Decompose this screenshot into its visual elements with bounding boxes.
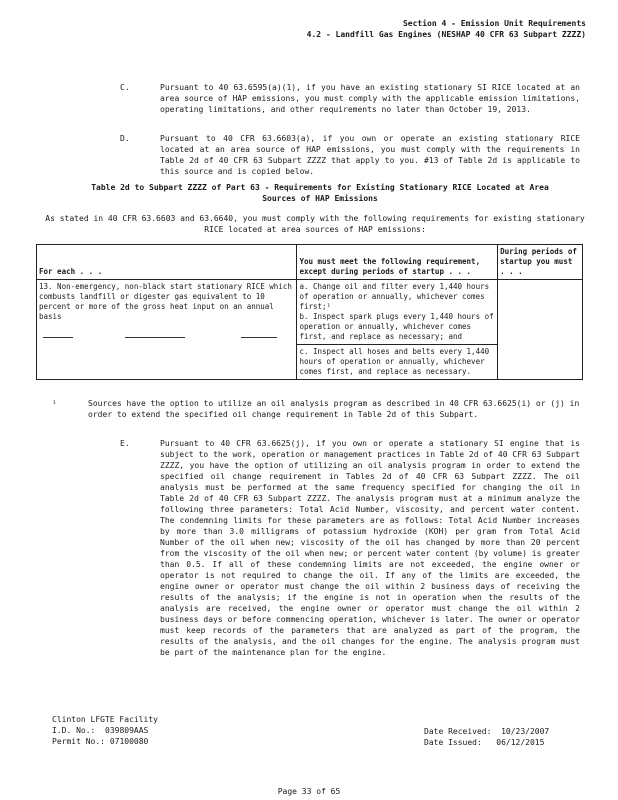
page-header [307,18,586,40]
paragraph-d [120,133,580,177]
cell-requirements-ab [297,280,498,345]
table-title [40,182,600,204]
paragraph-letter: C. [120,83,130,92]
requirements-table [36,244,583,380]
footnote-marker: ¹ [52,399,57,408]
paragraph-text: Pursuant to 40 63.6595(a)(1), if you have an existing stationary SI RICE located at an area source of HAP emissions, you must comply with the applicable emission limitations, operating limitations, and other requirements no later than October 19, 2013. [160,83,580,114]
header-requirement: You must meet the following requirement, except during periods of startup . . . [297,245,498,280]
header-section-title: Section 4 - Emission Unit Requirements [402,19,586,28]
blank-line [241,337,277,338]
requirement-a: a. Change oil and filter every 1,440 hours of operation or annually, whichever comes first;¹ [299,282,490,311]
paragraph-letter: E. [120,439,130,448]
table-header-row [37,245,583,280]
table-row [37,280,583,345]
blank-line [125,337,185,338]
header-startup: During periods of startup you must . . . [498,245,583,280]
cell-startup [498,280,583,380]
facility-name: Clinton LFGTE Facility [52,715,158,724]
date-issued-label: Date Issued: [424,738,482,747]
requirement-c: c. Inspect all hoses and belts every 1,440 hours of operation or annually, whichever comes first, and replace as necessary. [299,347,490,376]
date-received-value: 10/23/2007 [501,727,550,736]
permit-value: 07100080 [109,737,149,746]
date-received-label: Date Received: [424,727,492,736]
header-for-each: For each . . . [37,245,297,280]
id-label: I.D. No.: [52,726,96,735]
paragraph-e [120,438,580,678]
cell-requirement-c [297,345,498,380]
paragraph-letter: D. [120,134,130,143]
table-title-line-2: Sources of HAP Emissions [262,194,378,203]
paragraph-text: Pursuant to 40 CFR 63.6625(j), if you own or operate a stationary SI engine that is subject to the work, operation or management practices in Table 2d of 40 CFR 63 Subpart ZZZZ, you have the option of utilizing an oil analysis program in order to extend the specified oil change requirement in Tables 2d of 40 CFR 63 Subpart ZZZZ. The oil analysis must be performed at the same frequency specified for changing the oil in Table 2d of 40 CFR 63 Subpart ZZZZ. The analysis program must at a minimum analyze the following three parameters: Total Acid Number, viscosity, and percent water content. The condemning limits for these parameters are as follows: Total Acid Number increases by more than 3.0 milligrams of potassium hydroxide (KOH) per gram from Total Acid Number of the oil when new; viscosity of the oil has changed by more than 20 percent from the viscosity of the oil when new; or percent water content (by volume) is greater than 0.5. If all of these condemning limits are not exceeded, the engine owner or operator is not required to change the oil. If any of the limits are exceeded, the engine owner or operator must change the oil within 2 business days of receiving the results of the analysis; if the engine is not in operation when the results of the analysis are received, the engine owner or operator must change the oil within 2 business days or before commencing operation, whichever is later. The owner or operator must keep records of the parameters that are analyzed as part of the program, the results of the analysis, and the oil changes for the engine. The analysis program must be part of the maintenance plan for the engine. [160,439,580,657]
table-title-line-1: Table 2d to Subpart ZZZZ of Part 63 - Requirements for Existing Stationary RICE Located at Area [91,183,549,192]
cell-source-type [37,280,297,380]
paragraph-text: Pursuant to 40 CFR 63.6603(a), if you own or operate an existing stationary RICE located at an area source of HAP emissions, you must comply with the requirements in Table 2d of 40 CFR 63 Subpart ZZZZ that apply to you. #13 of Table 2d is applicable to this source and is copied below. [160,134,580,176]
footer-dates [424,726,549,748]
requirement-b: b. Inspect spark plugs every 1,440 hours of operation or annually, whichever comes first, and replace as necessary; and [299,312,494,341]
footnote-text: Sources have the option to utilize an oil analysis program as described in 40 CFR 63.6625(i) or (j) in order to extend the specified oil change requirement in Table 2d of this Subpart. [88,399,580,419]
id-value: 039809AAS [105,726,149,735]
date-issued-value: 06/12/2015 [496,738,545,747]
table-intro: As stated in 40 CFR 63.6603 and 63.6640, you must comply with the following requirements for existing stationary RICE located at area sources of HAP emissions: [45,214,585,234]
paragraph-c [120,82,580,126]
permit-label: Permit No.: [52,737,105,746]
page-number: Page 33 of 65 [277,787,341,796]
header-subsection-title: 4.2 - Landfill Gas Engines (NESHAP 40 CFR 63 Subpart ZZZZ) [306,30,586,39]
footer-facility-info [52,714,158,747]
source-type-text: 13. Non-emergency, non-black start stationary RICE which combusts landfill or digester gas equivalent to 10 percent or more of the gross heat input on an annual basis [39,282,292,321]
blank-line [43,337,73,338]
